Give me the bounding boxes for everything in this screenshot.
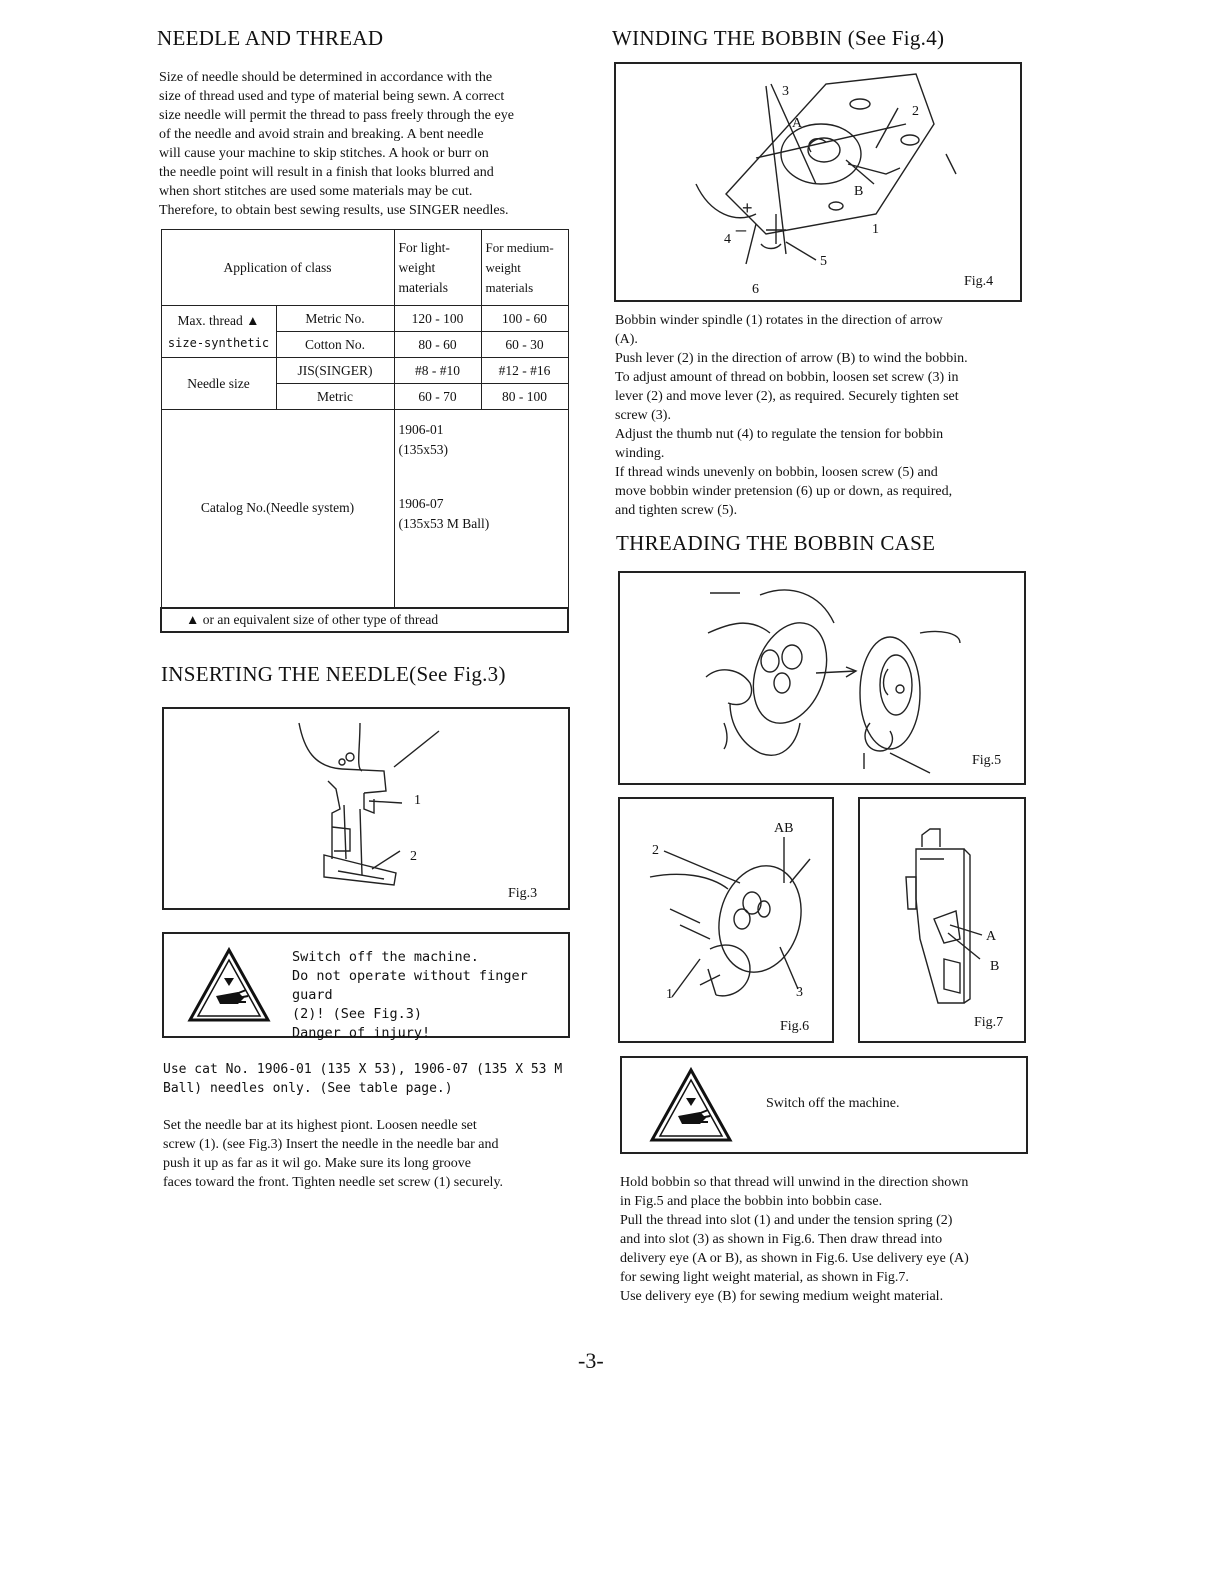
warning-line: Do not operate without finger guard xyxy=(292,968,528,1003)
fig6-callout-2: 2 xyxy=(652,843,659,858)
text-line: faces toward the front. Tighten needle set screw (1) securely. xyxy=(163,1175,504,1190)
catalog-b-sub: (135x53 M Ball) xyxy=(398,516,490,531)
needle-bar-illustration xyxy=(164,709,568,908)
table-metric: Metric xyxy=(276,384,394,410)
table-catalog: Catalog No.(Needle system) xyxy=(161,410,394,608)
text-line: Hold bobbin so that thread will unwind in the direction shown xyxy=(620,1175,969,1190)
table-cell: 100 - 60 xyxy=(481,306,568,332)
text-line: Ball) needles only. (See table page.) xyxy=(163,1081,453,1096)
fig4-callout-6: 6 xyxy=(752,282,759,297)
fig7-label: Fig.7 xyxy=(974,1015,1004,1030)
text-line: screw (3). xyxy=(615,408,671,423)
fig4-callout-2: 2 xyxy=(912,104,919,119)
table-catalog-values xyxy=(394,410,568,608)
table-cell: 60 - 70 xyxy=(394,384,481,410)
fig6-callout-1: 1 xyxy=(666,987,673,1002)
header-line: weight xyxy=(485,259,521,275)
catalog-a: 1906-01 xyxy=(398,422,444,437)
page-number: -3- xyxy=(578,1348,604,1373)
fig4-callout-b: B xyxy=(854,184,864,199)
warning-line: Switch off the machine. xyxy=(292,949,479,965)
figure-7 xyxy=(858,797,1026,1043)
text-line: Adjust the thumb nut (4) to regulate the tension for bobbin xyxy=(615,427,944,442)
text-line: will cause your machine to skip stitches. A hook or burr on xyxy=(159,146,489,161)
fig7-callout-a: A xyxy=(986,929,997,944)
fig6-callout-ab: AB xyxy=(774,821,794,836)
delivery-eye-illustration xyxy=(860,799,1024,1041)
text-line: and into slot (3) as shown in Fig.6. Then draw thread into xyxy=(620,1232,943,1247)
warning-triangle-icon xyxy=(648,1066,734,1144)
figure-5 xyxy=(618,571,1026,785)
fig7-callout-b: B xyxy=(990,959,1000,974)
header-line: weight xyxy=(398,259,436,275)
header-line: For light- xyxy=(398,239,450,255)
figure-4 xyxy=(614,62,1022,302)
text-line: delivery eye (A or B), as shown in Fig.6. Use delivery eye (A) xyxy=(620,1251,969,1266)
winding-paragraph xyxy=(615,311,1027,520)
text-line: Size of needle should be determined in accordance with the xyxy=(159,70,493,85)
text-line: winding. xyxy=(615,446,665,461)
text-line: If thread winds unevenly on bobbin, loosen screw (5) and xyxy=(615,465,938,480)
text-line: lever (2) and move lever (2), as required. Securely tighten set xyxy=(615,389,959,404)
table-cell: 80 - 100 xyxy=(481,384,568,410)
threading-slot-illustration xyxy=(620,799,832,1041)
text-line: size needle will permit the thread to pass freely through the eye xyxy=(159,108,514,123)
fig3-callout-1: 1 xyxy=(414,793,421,808)
text-line: for sewing light weight material, as shown in Fig.7. xyxy=(620,1270,909,1285)
use-cat-paragraph xyxy=(163,1060,583,1098)
section-title-threading-bobbin-case: THREADING THE BOBBIN CASE xyxy=(616,531,936,555)
bobbin-case-hands-illustration xyxy=(620,573,1024,783)
warning-text-right: Switch off the machine. xyxy=(766,1096,900,1111)
catalog-a-sub: (135x53) xyxy=(398,442,448,457)
warning-box-switch-off xyxy=(620,1056,1028,1154)
table-footnote: ▲ or an equivalent size of other type of thread xyxy=(161,608,568,632)
text-line: Push lever (2) in the direction of arrow (B) to wind the bobbin. xyxy=(615,351,968,366)
table-cell: #12 - #16 xyxy=(481,358,568,384)
threading-paragraph xyxy=(620,1173,1032,1306)
table-header-light xyxy=(394,230,481,306)
size-synthetic-label: size-synthetic xyxy=(167,335,270,350)
figure-6 xyxy=(618,797,834,1043)
section-title-inserting-needle: INSERTING THE NEEDLE(See Fig.3) xyxy=(161,662,506,686)
bobbin-winder-illustration xyxy=(616,64,1020,300)
fig4-callout-4: 4 xyxy=(724,232,731,247)
svg-text:+: + xyxy=(742,198,753,218)
fig4-label: Fig.4 xyxy=(964,274,994,289)
text-line: size of thread used and type of material being sewn. A correct xyxy=(159,89,505,104)
text-line: in Fig.5 and place the bobbin into bobbin case. xyxy=(620,1194,883,1209)
text-line: and tighten screw (5). xyxy=(615,503,738,518)
text-line: (A). xyxy=(615,332,638,347)
svg-text:_: _ xyxy=(736,212,747,232)
warning-box-finger-guard xyxy=(162,932,570,1041)
text-line: To adjust amount of thread on bobbin, loosen set screw (3) in xyxy=(615,370,959,385)
text-line: push it up as far as it wil go. Make sure its long groove xyxy=(163,1156,471,1171)
text-line: Use delivery eye (B) for sewing medium weight material. xyxy=(620,1289,944,1304)
text-line: of the needle and avoid strain and breaking. A bent needle xyxy=(159,127,484,142)
section-title-needle-thread: NEEDLE AND THREAD xyxy=(157,26,384,50)
table-header-medium xyxy=(481,230,568,306)
table-jis: JIS(SINGER) xyxy=(276,358,394,384)
table-cell: 120 - 100 xyxy=(394,306,481,332)
table-cell: 60 - 30 xyxy=(481,332,568,358)
text-line: Set the needle bar at its highest piont. Loosen needle set xyxy=(163,1118,477,1133)
table-cell: 80 - 60 xyxy=(394,332,481,358)
fig6-callout-3: 3 xyxy=(796,985,803,1000)
table-cell: #8 - #10 xyxy=(394,358,481,384)
header-line: materials xyxy=(398,279,448,295)
needle-thread-paragraph xyxy=(159,68,579,220)
table-max-thread xyxy=(161,306,276,358)
section-title-winding-bobbin: WINDING THE BOBBIN (See Fig.4) xyxy=(612,26,945,50)
table-header-application: Application of class xyxy=(161,230,394,306)
text-line: the needle point will result in a finish that looks blurred and xyxy=(159,165,494,180)
warning-line: (2)! (See Fig.3) xyxy=(292,1006,423,1022)
warning-text-left xyxy=(292,948,568,1043)
needle-spec-table xyxy=(160,229,569,633)
warning-line: Danger of injury! xyxy=(292,1025,431,1041)
fig5-label: Fig.5 xyxy=(972,753,1002,768)
fig4-callout-1: 1 xyxy=(872,222,879,237)
warning-triangle-icon xyxy=(186,946,272,1024)
table-metric-no: Metric No. xyxy=(276,306,394,332)
text-line: Bobbin winder spindle (1) rotates in the direction of arrow xyxy=(615,313,943,328)
fig6-label: Fig.6 xyxy=(780,1019,810,1034)
table-needle-size: Needle size xyxy=(161,358,276,410)
catalog-b: 1906-07 xyxy=(398,496,444,511)
text-line: Therefore, to obtain best sewing results, use SINGER needles. xyxy=(159,203,509,218)
text-line: Use cat No. 1906-01 (135 X 53), 1906-07 (135 X 53 M xyxy=(163,1062,563,1077)
text-line: when short stitches are used some materials may be cut. xyxy=(159,184,473,199)
figure-3 xyxy=(162,707,570,910)
header-line: materials xyxy=(485,279,534,295)
table-cotton-no: Cotton No. xyxy=(276,332,394,358)
fig3-label: Fig.3 xyxy=(508,886,538,901)
text-line: screw (1). (see Fig.3) Insert the needle in the needle bar and xyxy=(163,1137,499,1152)
text-line: move bobbin winder pretension (6) up or down, as required, xyxy=(615,484,953,499)
fig4-callout-a: A xyxy=(792,116,803,131)
header-line: For medium- xyxy=(485,239,554,255)
fig4-callout-3: 3 xyxy=(782,84,789,99)
set-needle-paragraph xyxy=(163,1116,583,1192)
fig3-callout-2: 2 xyxy=(410,849,417,864)
max-thread-label: Max. thread ▲ xyxy=(177,312,260,328)
text-line: Pull the thread into slot (1) and under the tension spring (2) xyxy=(620,1213,953,1228)
fig4-callout-5: 5 xyxy=(820,254,827,269)
